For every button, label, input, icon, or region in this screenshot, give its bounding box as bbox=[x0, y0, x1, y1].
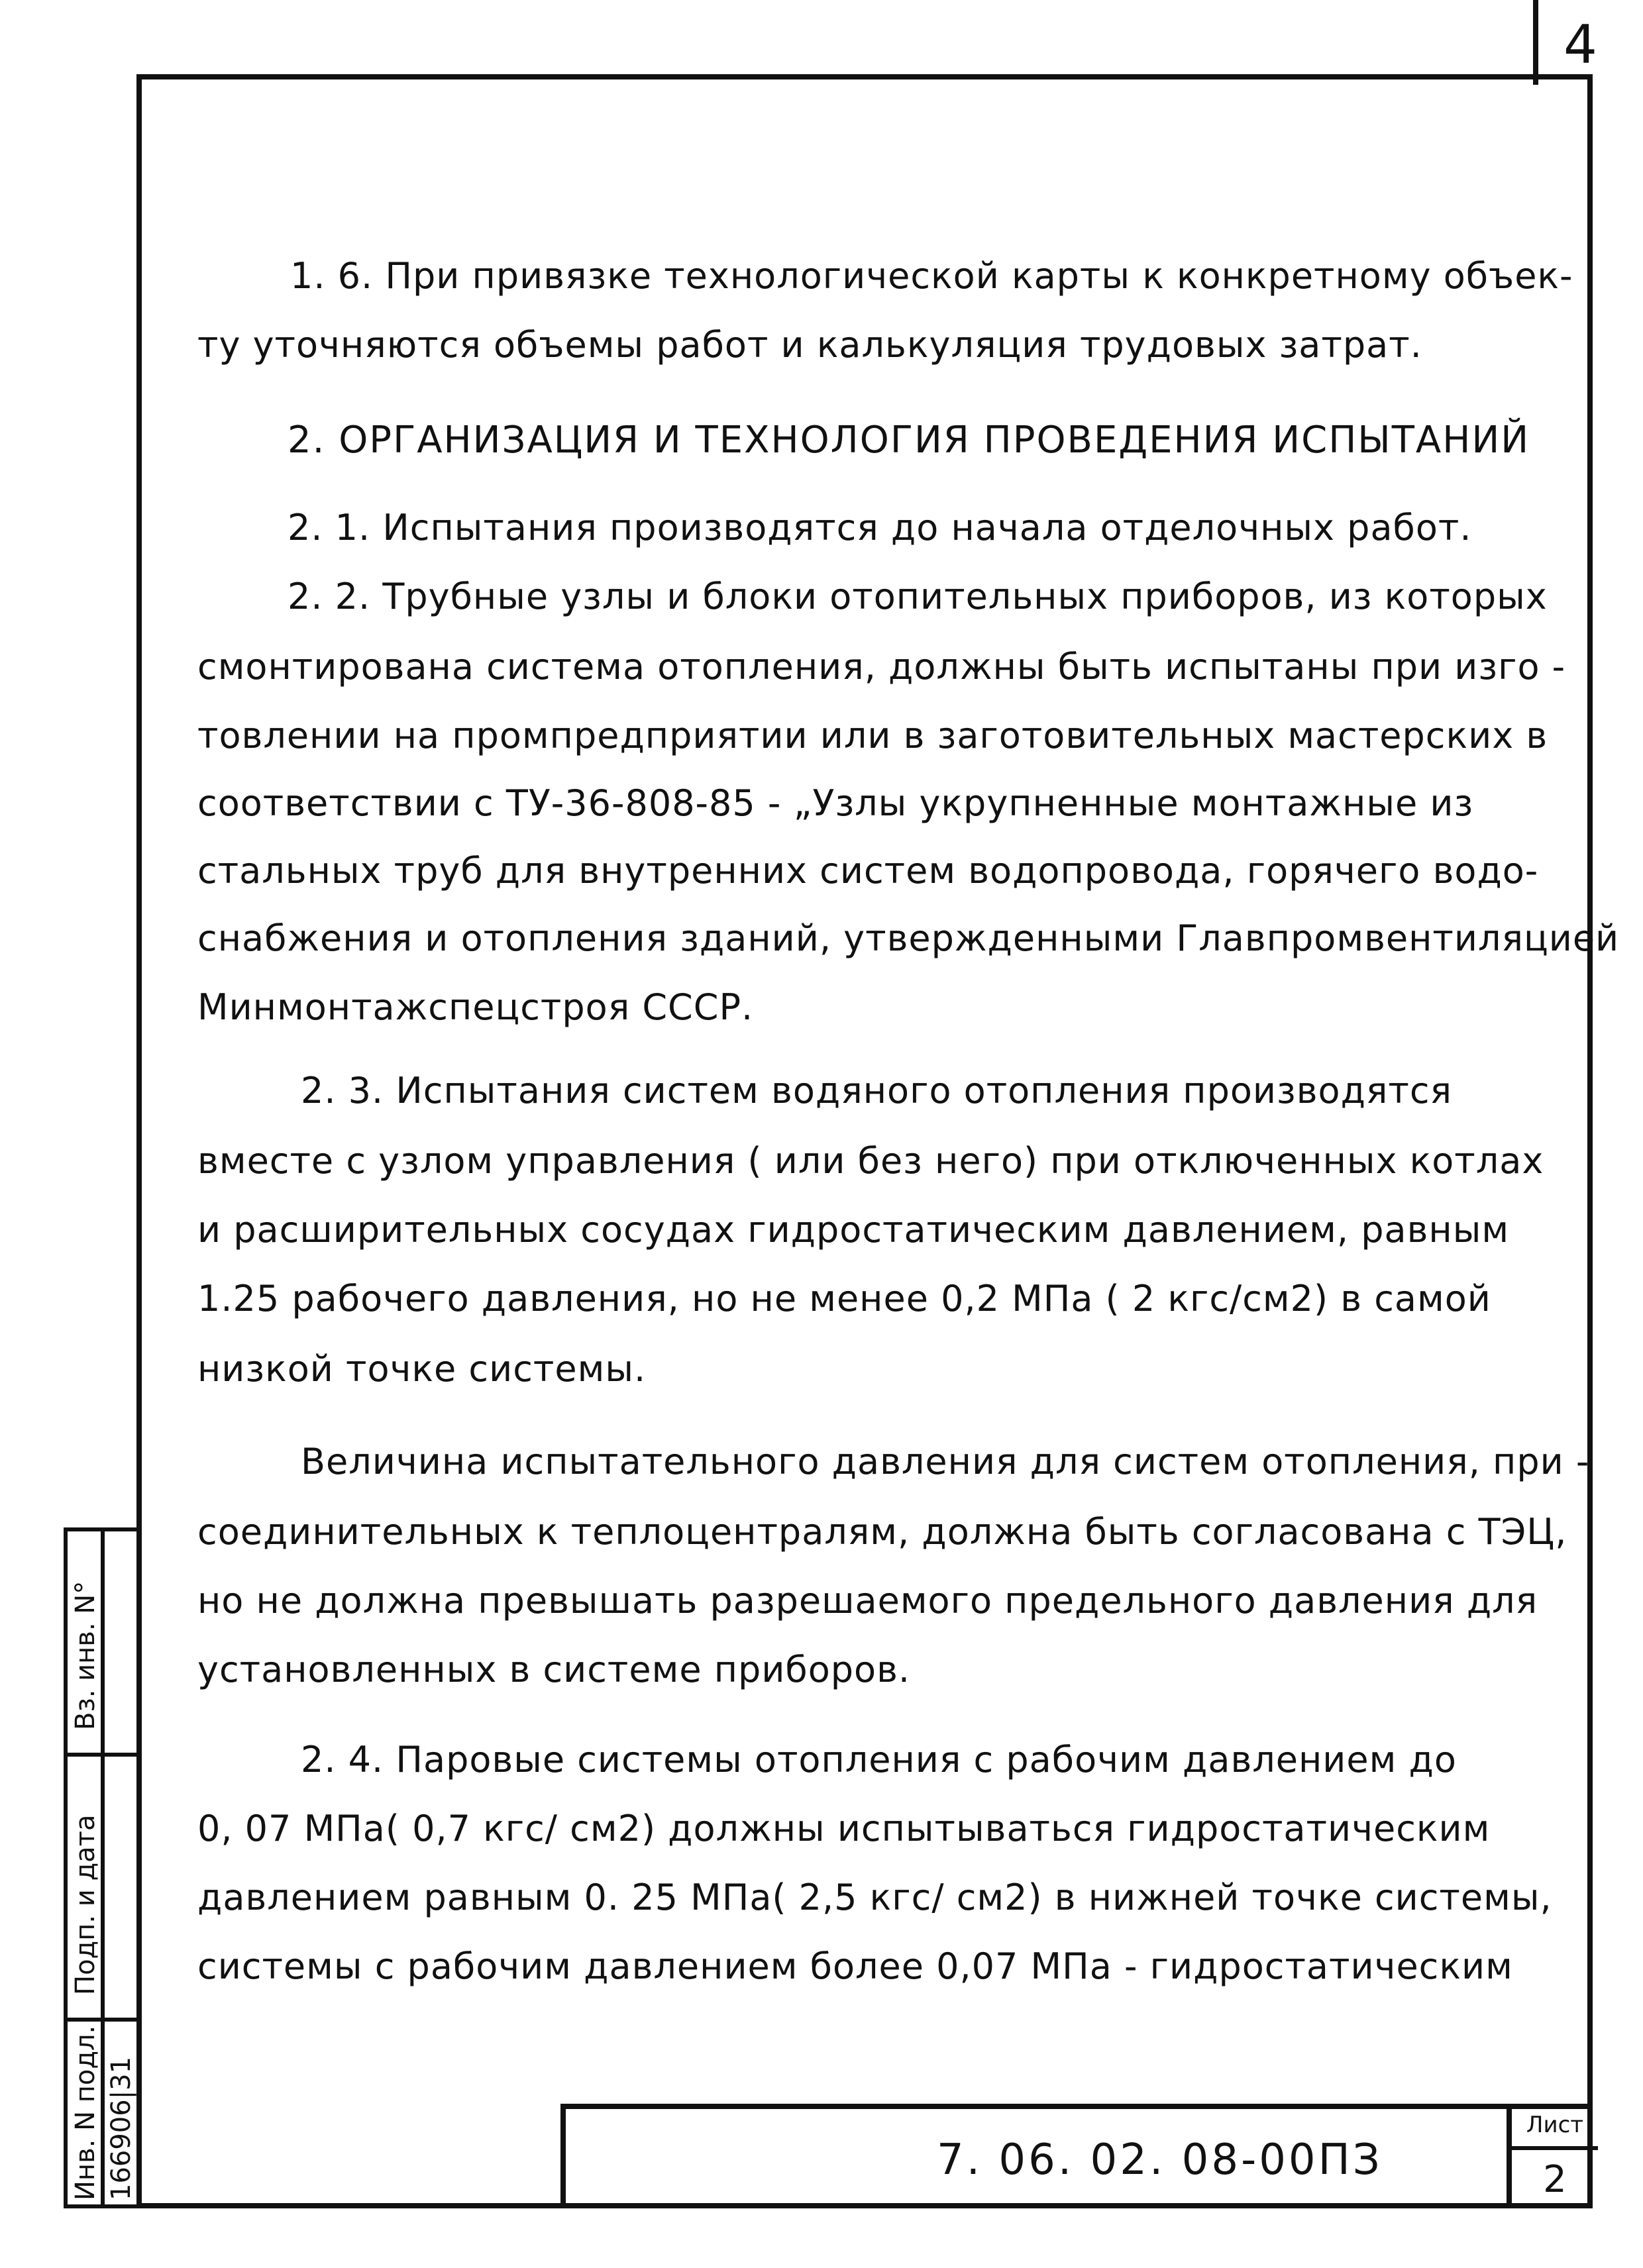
paragraph-2-2-line-7: Минмонтажспецстроя СССР. bbox=[197, 986, 754, 1028]
paragraph-2-2-line-5: стальных труб для внутренних систем водопровода, горячего водо- bbox=[197, 850, 1539, 892]
side-cell-vz-inv bbox=[68, 1531, 140, 1753]
document-code: 7. 06. 02. 08-00ПЗ bbox=[937, 2136, 1383, 2185]
sheet-label: Лист bbox=[1526, 2112, 1584, 2138]
frame-top-tick bbox=[1533, 0, 1538, 85]
paragraph-pressure-line-3: но не должна превышать разрешаемого предельного давления для bbox=[197, 1580, 1538, 1622]
side-cell-podp-data bbox=[68, 1753, 140, 2018]
sheet-label-divider bbox=[1512, 2146, 1598, 2150]
paragraph-2-2-line-6: снабжения и отопления зданий, утвержденными Главпромвентиляцией bbox=[197, 917, 1620, 959]
page-number: 4 bbox=[1564, 14, 1597, 76]
side-cell-inv-podl bbox=[68, 2018, 140, 2212]
paragraph-1-6-line-1: 1. 6. При привязке технологической карты к конкретному объек- bbox=[290, 255, 1573, 297]
paragraph-2-3-line-2: вместе с узлом управления ( или без него) при отключенных котлах bbox=[197, 1140, 1544, 1182]
title-block bbox=[560, 2104, 1593, 2208]
paragraph-2-4-line-4: системы с рабочим давлением более 0,07 МПа - гидростатическим bbox=[197, 1945, 1513, 1987]
paragraph-2-2-line-4: соответствии с ТУ-36-808-85 - „Узлы укрупненные монтажные из bbox=[197, 782, 1474, 824]
section-2-heading: 2. ОРГАНИЗАЦИЯ И ТЕХНОЛОГИЯ ПРОВЕДЕНИЯ ИСПЫТАНИЙ bbox=[288, 419, 1530, 462]
sheet-number: 2 bbox=[1543, 2158, 1567, 2201]
paragraph-2-4-line-2: 0, 07 МПа( 0,7 кгс/ см2) должны испытываться гидростатическим bbox=[197, 1808, 1491, 1849]
paragraph-2-3-line-4: 1.25 рабочего давления, но не менее 0,2 МПа ( 2 кгс/см2) в самой bbox=[197, 1278, 1491, 1319]
inv-podl-value: 166906|31 bbox=[106, 2056, 136, 2200]
paragraph-2-1: 2. 1. Испытания производятся до начала отделочных работ. bbox=[288, 507, 1472, 548]
paragraph-2-3-line-5: низкой точке системы. bbox=[197, 1348, 647, 1390]
paragraph-2-2-line-3: товлении на промпредприятии или в заготовительных мастерских в bbox=[197, 715, 1548, 756]
paragraph-1-6-line-2: ту уточняются объемы работ и калькуляция трудовых затрат. bbox=[197, 324, 1422, 366]
document-frame bbox=[136, 74, 1620, 2208]
paragraph-2-2-line-1: 2. 2. Трубные узлы и блоки отопительных приборов, из которых bbox=[288, 576, 1548, 617]
paragraph-2-4-line-3: давлением равным 0. 25 МПа( 2,5 кгс/ см2) в нижней точке системы, bbox=[197, 1877, 1552, 1918]
paragraph-pressure-line-4: установленных в системе приборов. bbox=[197, 1649, 911, 1690]
paragraph-pressure-line-1: Величина испытательного давления для систем отопления, при - bbox=[301, 1441, 1590, 1482]
vz-inv-label: Вз. инв. N° bbox=[70, 1580, 101, 1730]
paragraph-2-2-line-2: смонтирована система отопления, должны быть испытаны при изго - bbox=[197, 646, 1566, 688]
paragraph-2-4-line-1: 2. 4. Паровые системы отопления с рабочим давлением до bbox=[301, 1739, 1457, 1780]
side-stamp bbox=[64, 1527, 136, 2208]
paragraph-2-3-line-3: и расширительных сосудах гидростатическим давлением, равным bbox=[197, 1209, 1510, 1251]
podp-data-label: Подп. и дата bbox=[70, 1814, 101, 1995]
paragraph-2-3-line-1: 2. 3. Испытания систем водяного отопления производятся bbox=[301, 1070, 1453, 1111]
sheet-box bbox=[1507, 2109, 1598, 2208]
inv-podl-label: Инв. N подл. bbox=[70, 2025, 101, 2200]
paragraph-pressure-line-2: соединительных к теплоцентралям, должна быть согласована с ТЭЦ, bbox=[197, 1511, 1567, 1553]
document-body bbox=[142, 79, 1620, 2203]
